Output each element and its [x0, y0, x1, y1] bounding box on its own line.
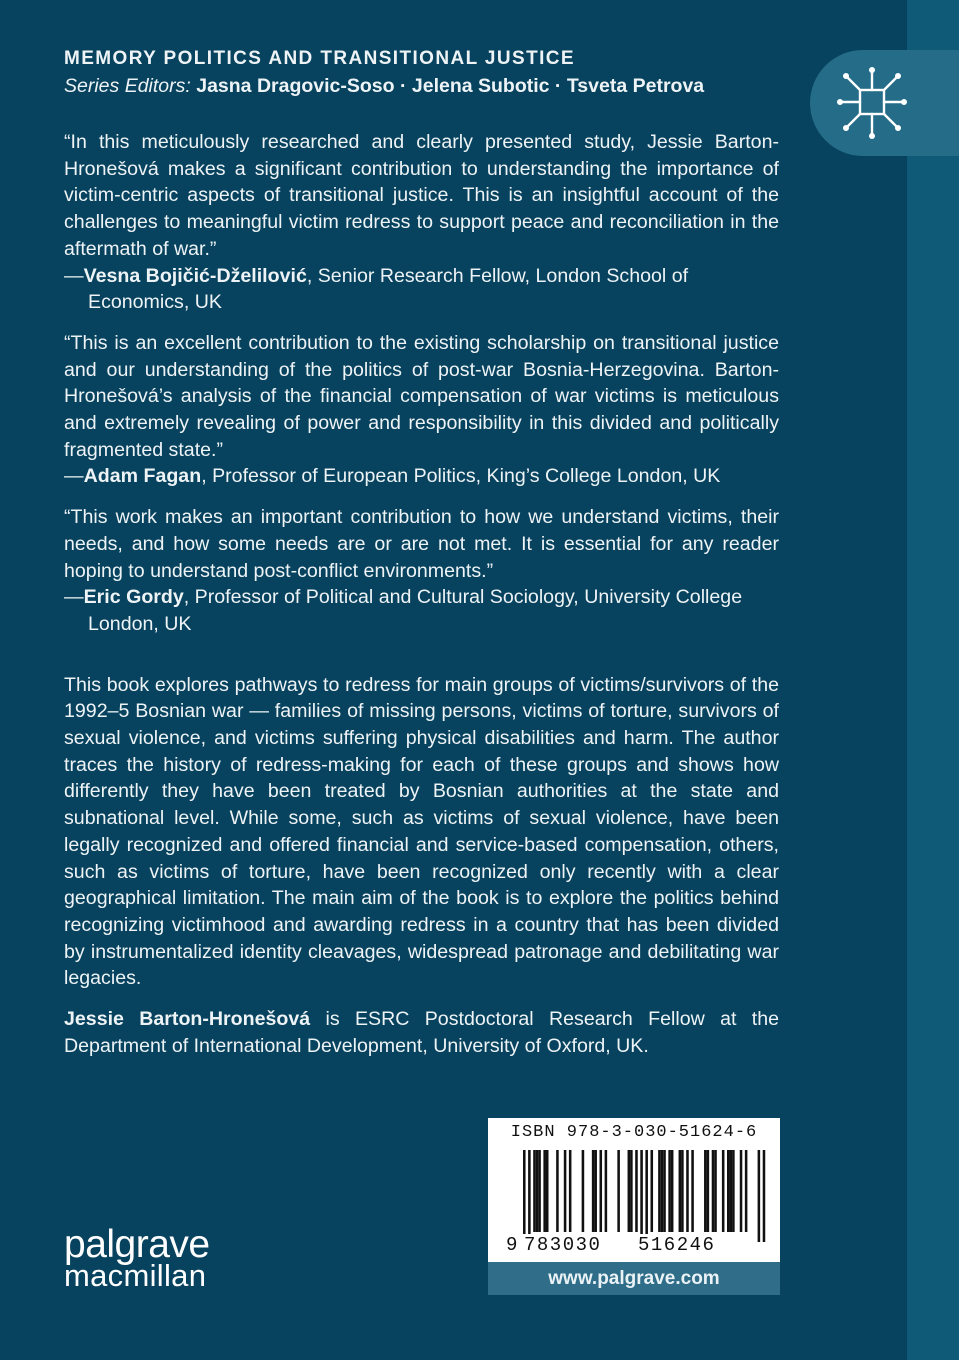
publisher-logo [64, 1223, 210, 1293]
barcode-digits-right: 516246 [638, 1234, 716, 1256]
barcode-digit-first: 9 [506, 1234, 518, 1256]
barcode-bar [714, 1150, 717, 1232]
endorser-name-3: Eric Gordy [83, 586, 184, 609]
barcode-bar [730, 1150, 733, 1232]
barcode-bar [707, 1150, 710, 1232]
barcode-bar [658, 1150, 661, 1232]
barcode-bar [663, 1150, 666, 1232]
barcode-bar [727, 1150, 730, 1232]
back-cover-text [64, 129, 779, 1060]
barcode-bar [628, 1150, 631, 1232]
author-name: Jessie Barton-Hronešová [64, 1008, 311, 1031]
barcode-bar [569, 1150, 572, 1232]
barcode-bar [536, 1150, 539, 1232]
barcode-bar [758, 1150, 761, 1242]
endorser-affiliation-3: , Professor of Political and Cultural Sociology, University College London, UK [88, 586, 743, 635]
barcode-bar [686, 1150, 689, 1232]
barcode-bar [528, 1150, 531, 1242]
barcode-bar [763, 1150, 766, 1242]
endorser-affiliation-1: , Senior Research Fellow, London School of Economics, UK [88, 264, 689, 314]
series-editors-label: Series Editors: [64, 75, 191, 97]
barcode-bar [600, 1150, 603, 1232]
barcode-bar [740, 1150, 743, 1232]
endorsement-attribution-2 [64, 463, 779, 490]
barcode-bar [543, 1150, 546, 1232]
barcode-bar [679, 1150, 682, 1232]
isbn-label: ISBN 978-3-030-51624-6 [510, 1123, 758, 1142]
barcode-bar [640, 1150, 643, 1242]
palgrave-network-icon [828, 60, 920, 146]
barcode-bar [651, 1150, 654, 1232]
barcode-bar [671, 1150, 674, 1232]
barcode-bar [635, 1150, 638, 1232]
endorsement-quote-3: “This work makes an important contribution to how we understand victims, their needs, and how some needs are or are not met. It is essential for any reader hoping to understand post-conflict environments.” [64, 506, 779, 582]
barcode-bar [712, 1150, 715, 1232]
logo-tab [810, 50, 959, 156]
publisher-website[interactable]: www.palgrave.com [488, 1262, 780, 1295]
publisher-name-line2: macmillan [64, 1258, 207, 1293]
barcode-bar [594, 1150, 597, 1232]
endorsement-quote-1: “In this meticulously researched and clearly presented study, Jessie Barton-Hronešová makes a significant contribution to understanding the importance of victim-centric aspects of transitional justice. This is an insightful account of the challenges to meaningful victim redress to support peace and reconciliation in the aftermath of war.” [64, 131, 779, 260]
barcode-bar [722, 1150, 725, 1232]
barcode-bar [668, 1150, 671, 1232]
barcode-bar [630, 1150, 633, 1232]
endorsement-quote-2: “This is an excellent contribution to the existing scholarship on transitional justice and our understanding of the politics of post-war Bosnia-Herzegovina. Barton-Hronešová’s analysis of the financial compensation of war victims is meticulous and extremely revealing of power and responsibility in this divided and politically fragmented state.” [64, 331, 779, 461]
barcode-bar [523, 1150, 526, 1242]
author-bio [64, 1006, 779, 1059]
barcode-bar [556, 1150, 559, 1232]
barcode-digits-left: 783030 [524, 1234, 602, 1256]
barcode-bar [704, 1150, 707, 1232]
series-editors-names: Jasna Dragovic-Soso · Jelena Subotic · Tsveta Petrova [196, 75, 705, 97]
isbn-barcode-box [488, 1118, 780, 1262]
attribution-dash: — [64, 586, 84, 609]
book-description: This book explores pathways to redress for main groups of victims/survivors of the 1992–5 Bosnian war — families of missing persons, victims of torture, survivors of sexual violence, and victims suffering physical disabilities and harm. The author traces the history of redress-making for each of these groups and shows how differently they have been treated by Bosnian authorities at the state and subnational level. While some, such as victims of sexual violence, have been legally recognized and offered financial and service-based compensation, others, such as victims of torture, have been recognized only recently with a clear geographical limitation. The main aim of the book is to explore the politics behind recognizing victimhood and awarding redress in a country that has been divided by instrumentalized identity cleavages, widespread patronage and debilitating war legacies. [64, 673, 779, 990]
barcode-bar [681, 1150, 684, 1232]
barcode-bar [538, 1150, 541, 1232]
barcode-bar [745, 1150, 748, 1232]
barcode-bar [582, 1150, 585, 1232]
endorser-affiliation-2: , Professor of European Politics, King’s College London, UK [201, 465, 721, 488]
endorsement-attribution-3 [64, 584, 779, 637]
series-editors [64, 75, 704, 98]
attribution-dash: — [64, 465, 84, 488]
barcode-bar [533, 1150, 536, 1232]
attribution-dash: — [64, 264, 84, 287]
barcode-bar [564, 1150, 567, 1232]
barcode-bar [546, 1150, 549, 1232]
barcode-bar [661, 1150, 664, 1232]
spine-strip [907, 0, 959, 1360]
endorser-name-1: Vesna Bojičić-Dželilović [83, 264, 307, 287]
barcode-bar [605, 1150, 608, 1232]
series-title: MEMORY POLITICS AND TRANSITIONAL JUSTICE [64, 48, 575, 69]
endorsement-attribution-1 [64, 263, 779, 316]
barcode-bar [732, 1150, 735, 1232]
barcode-bar [691, 1150, 694, 1232]
endorser-name-2: Adam Fagan [83, 465, 202, 488]
barcode-bar [617, 1150, 620, 1232]
publisher-name-line1: palgrave [64, 1223, 210, 1266]
barcode-bars [488, 1148, 780, 1244]
barcode-bar [592, 1150, 595, 1232]
barcode-bar [645, 1150, 648, 1242]
author-bio-text: is ESRC Postdoctoral Research Fellow at the Department of International Development, University of Oxford, UK. [64, 1008, 779, 1057]
barcode-digits [488, 1232, 780, 1258]
